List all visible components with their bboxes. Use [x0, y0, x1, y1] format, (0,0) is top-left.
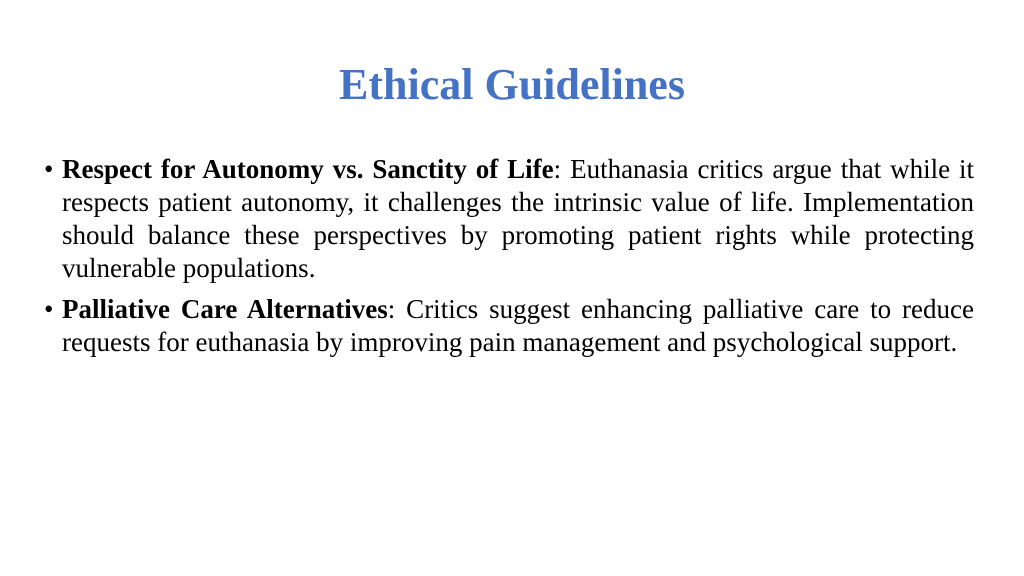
bullet-item-autonomy — [40, 153, 974, 285]
bullet-item-palliative-care — [40, 293, 974, 359]
bullet-text: : Euthanasia critics argue that while it respects patient autonomy, it challenges the intrinsic value of life. Implementation should balance these perspectives by promoting patient rights while protecting vulnerable populations. — [62, 154, 974, 283]
bullet-term: Palliative Care Alternatives — [62, 294, 388, 324]
bullet-dot-icon: • — [44, 154, 54, 184]
bullet-list — [40, 153, 974, 367]
bullet-dot-icon: • — [44, 294, 54, 324]
slide-title: Ethical Guidelines — [339, 60, 685, 109]
bullet-text: : Critics suggest enhancing palliative care to reduce requests for euthanasia by improving pain management and psychological support. — [62, 294, 975, 357]
bullet-term: Respect for Autonomy vs. Sanctity of Life — [62, 154, 554, 184]
